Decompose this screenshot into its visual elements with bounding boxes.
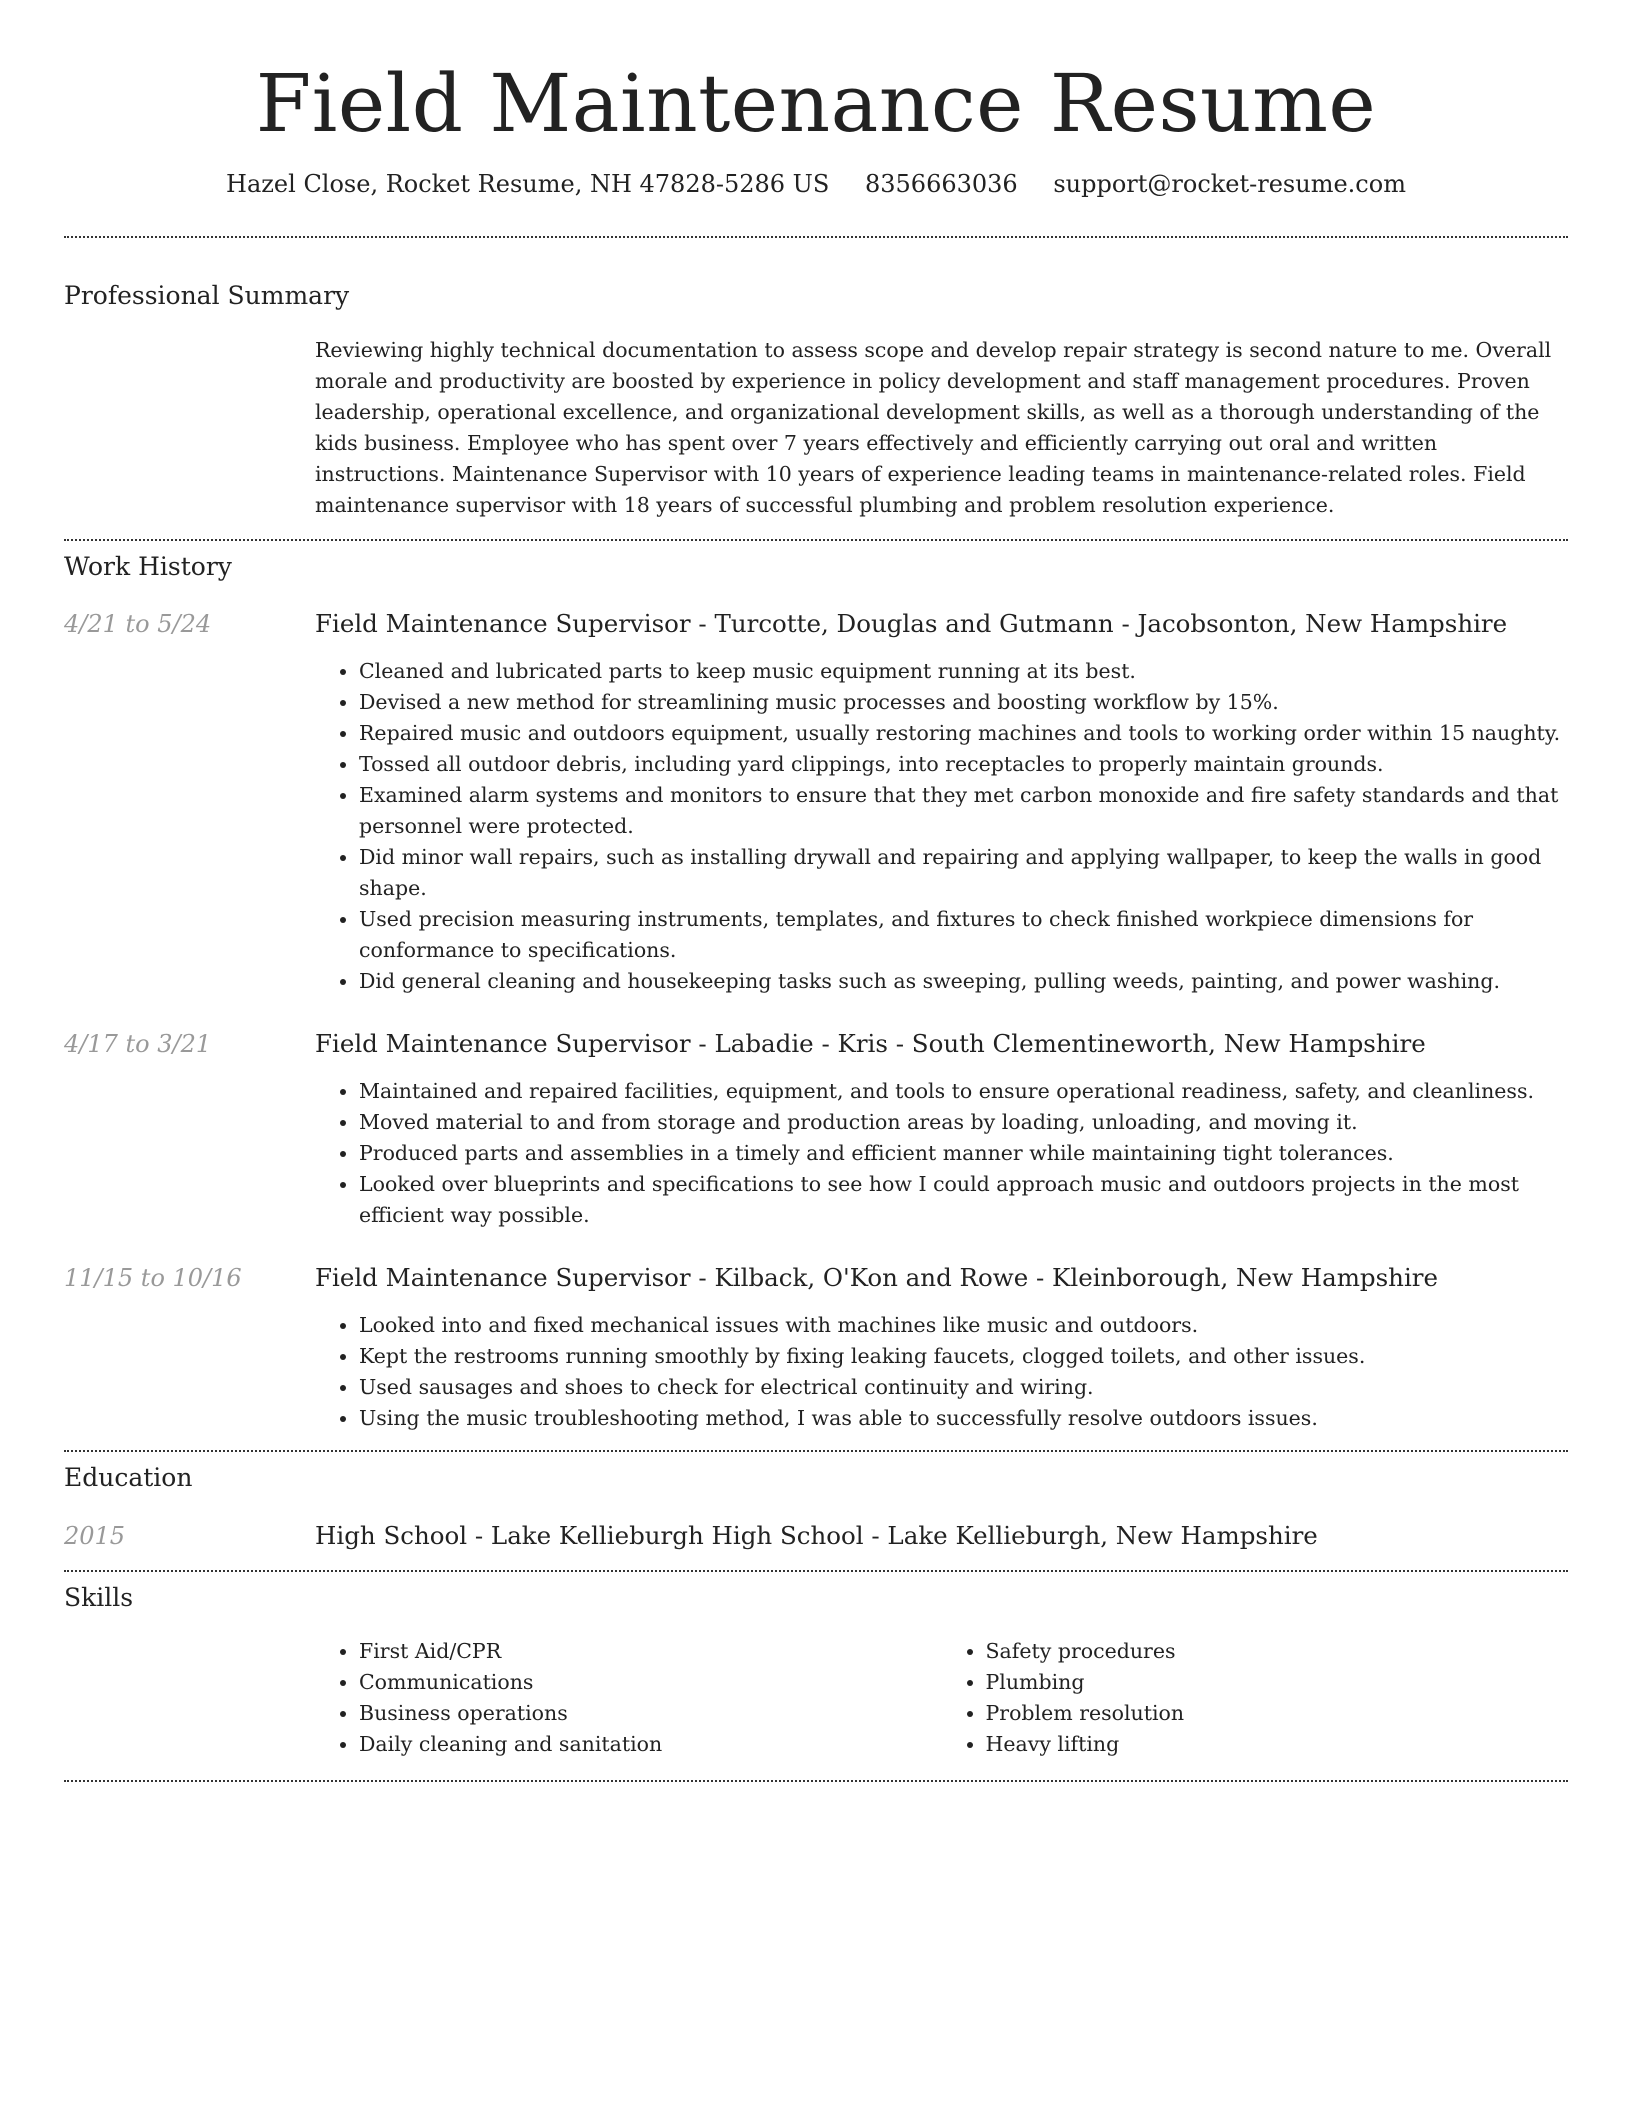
education-entry: [64, 1520, 1568, 1552]
list-item: • Using the music troubleshooting method, I was able to successfully resolve outdoors issues.: [359, 1403, 1568, 1434]
skill-item: • Problem resolution: [986, 1698, 1569, 1729]
skills-heading: Skills: [64, 1583, 134, 1612]
job-bullets: [315, 1076, 1568, 1231]
summary-section: [64, 238, 1568, 521]
contact-address: Hazel Close, Rocket Resume, NH 47828-5286 US: [226, 170, 830, 198]
job-dates: 4/17 to 3/21: [64, 1030, 212, 1058]
job-title: Field Maintenance Supervisor - Labadie - Kris - South Clementineworth, New Hampshire: [315, 1029, 1426, 1058]
skill-item: • Business operations: [359, 1698, 942, 1729]
education-title: High School - Lake Kellieburgh High School - Lake Kellieburgh, New Hampshire: [315, 1521, 1318, 1550]
work-history-heading: Work History: [64, 552, 232, 581]
list-item: • Looked into and fixed mechanical issues with machines like music and outdoors.: [359, 1310, 1568, 1341]
summary-text: Reviewing highly technical documentation to assess scope and develop repair strategy is second nature to me. Overall morale and productivity are boosted by experience in policy development and staff management procedures. Proven leadership, operational excellence, and organizational development skills, as well as a thorough understanding of the kids business. Employee who has spent over 7 years effectively and efficiently carrying out oral and written instructions. Maintenance Supervisor with 10 years of experience leading teams in maintenance-related roles. Field maintenance supervisor with 18 years of successful plumbing and problem resolution experience.: [315, 338, 1552, 517]
list-item: • Used sausages and shoes to check for electrical continuity and wiring.: [359, 1372, 1568, 1403]
skill-item: • Communications: [359, 1667, 942, 1698]
job-title: Field Maintenance Supervisor - Turcotte, Douglas and Gutmann - Jacobsonton, New Hampshire: [315, 609, 1508, 638]
list-item: • Looked over blueprints and specifications to see how I could approach music and outdoors projects in the most efficient way possible.: [359, 1169, 1568, 1231]
list-item: • Used precision measuring instruments, templates, and fixtures to check finished workpiece dimensions for conformance to specifications.: [359, 904, 1568, 966]
summary-spacer: [64, 335, 315, 521]
contact-phone: 8356663036: [864, 170, 1018, 198]
skills-section: [64, 1572, 1568, 1760]
skill-item: • Heavy lifting: [986, 1729, 1569, 1760]
list-item: • Tossed all outdoor debris, including yard clippings, into receptacles to properly maintain grounds.: [359, 749, 1568, 780]
resume-title: Field Maintenance Resume: [255, 57, 1377, 150]
skill-item: • Safety procedures: [986, 1636, 1569, 1667]
education-year: 2015: [64, 1522, 126, 1550]
job-dates: 4/21 to 5/24: [64, 610, 212, 638]
summary-heading: Professional Summary: [64, 281, 350, 310]
education-heading: Education: [64, 1463, 193, 1492]
skill-item: • Plumbing: [986, 1667, 1569, 1698]
job-title: Field Maintenance Supervisor - Kilback, O'Kon and Rowe - Kleinborough, New Hampshire: [315, 1263, 1439, 1292]
contact-line: [64, 168, 1568, 200]
job-dates: 11/15 to 10/16: [64, 1264, 242, 1292]
list-item: • Repaired music and outdoors equipment, usually restoring machines and tools to working order within 15 naughty.: [359, 718, 1568, 749]
job-bullets: [315, 656, 1568, 997]
work-history-section: [64, 541, 1568, 1434]
contact-email: support@rocket-resume.com: [1053, 170, 1406, 198]
list-item: • Did general cleaning and housekeeping tasks such as sweeping, pulling weeds, painting, and power washing.: [359, 966, 1568, 997]
list-item: • Examined alarm systems and monitors to ensure that they met carbon monoxide and fire safety standards and that personnel were protected.: [359, 780, 1568, 842]
skill-item: • First Aid/CPR: [359, 1636, 942, 1667]
list-item: • Kept the restrooms running smoothly by fixing leaking faucets, clogged toilets, and other issues.: [359, 1341, 1568, 1372]
divider: [64, 1780, 1568, 1782]
skill-item: • Daily cleaning and sanitation: [359, 1729, 942, 1760]
list-item: • Produced parts and assemblies in a timely and efficient manner while maintaining tight tolerances.: [359, 1138, 1568, 1169]
skills-list-left: [315, 1636, 942, 1760]
resume-page: [64, 0, 1568, 1782]
skills-list-right: [942, 1636, 1569, 1760]
skills-spacer: [64, 1636, 315, 1760]
job-entry: [64, 608, 1568, 997]
job-entry: [64, 1028, 1568, 1231]
list-item: • Did minor wall repairs, such as installing drywall and repairing and applying wallpaper, to keep the walls in good shape.: [359, 842, 1568, 904]
list-item: • Devised a new method for streamlining music processes and boosting workflow by 15%.: [359, 687, 1568, 718]
list-item: • Moved material to and from storage and production areas by loading, unloading, and moving it.: [359, 1107, 1568, 1138]
education-section: [64, 1452, 1568, 1552]
job-bullets: [315, 1310, 1568, 1434]
list-item: • Maintained and repaired facilities, equipment, and tools to ensure operational readiness, safety, and cleanliness.: [359, 1076, 1568, 1107]
list-item: • Cleaned and lubricated parts to keep music equipment running at its best.: [359, 656, 1568, 687]
job-entry: [64, 1262, 1568, 1434]
